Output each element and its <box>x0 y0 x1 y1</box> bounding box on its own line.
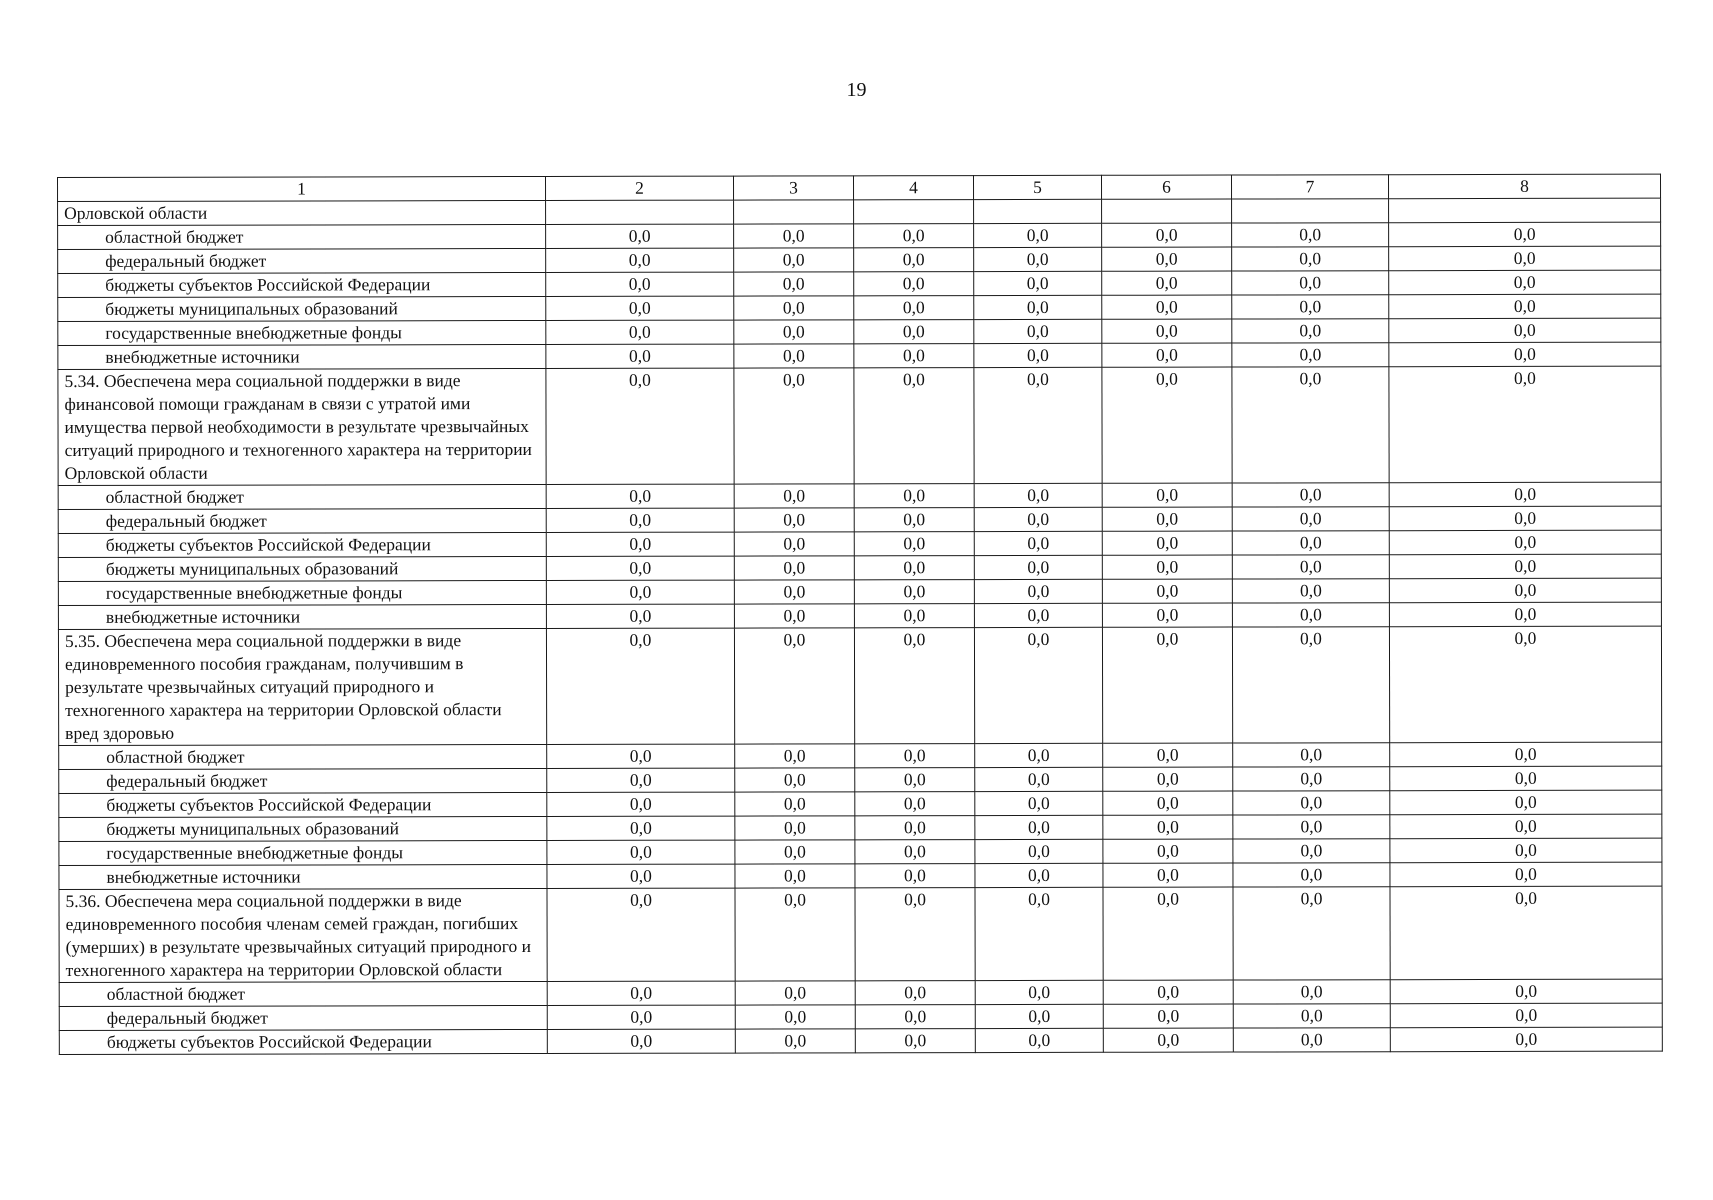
row-label: областной бюджет <box>58 224 546 249</box>
value-cell-col-8: 0,0 <box>1389 530 1661 555</box>
row-label: государственные внебюджетные фонды <box>58 320 546 345</box>
measure-label: 5.35. Обеспечена мера социальной поддержки в виде единовременного пособия гражданам, получившим в результате чрезвычайных ситуаций природного и техногенного характера на территории Орловской области вред здоровью <box>58 628 546 745</box>
value-cell-col-5: 0,0 <box>974 343 1102 367</box>
funding-source-row <box>59 838 1662 865</box>
value-cell-col-3 <box>734 200 854 224</box>
column-number-row <box>58 174 1661 201</box>
value-cell-col-7: 0,0 <box>1233 815 1390 839</box>
value-cell-col-5: 0,0 <box>975 815 1103 839</box>
value-cell-col-8: 0,0 <box>1390 979 1662 1004</box>
value-cell-col-4: 0,0 <box>854 368 974 484</box>
value-cell-col-7: 0,0 <box>1232 319 1389 343</box>
table-body <box>58 198 1663 1054</box>
page-number: 19 <box>846 79 867 101</box>
funding-source-row <box>58 554 1661 581</box>
funding-source-row <box>59 979 1662 1006</box>
value-cell-col-7: 0,0 <box>1233 767 1390 791</box>
value-cell-col-6: 0,0 <box>1103 815 1233 839</box>
value-cell-col-5: 0,0 <box>975 743 1103 767</box>
row-label: бюджеты субъектов Российской Федерации <box>58 532 546 557</box>
value-cell-col-5: 0,0 <box>974 367 1102 483</box>
value-cell-col-8: 0,0 <box>1389 270 1661 295</box>
value-cell-col-6: 0,0 <box>1102 579 1232 603</box>
funding-source-row <box>58 222 1661 249</box>
funding-source-row <box>59 862 1662 889</box>
value-cell-col-6: 0,0 <box>1102 367 1232 483</box>
column-header-7: 7 <box>1231 175 1388 199</box>
funding-source-row <box>59 742 1662 769</box>
value-cell-col-7: 0,0 <box>1233 980 1390 1004</box>
value-cell-col-8: 0,0 <box>1389 246 1661 271</box>
value-cell-col-4: 0,0 <box>855 864 975 888</box>
value-cell-col-8: 0,0 <box>1389 578 1661 603</box>
value-cell-col-5: 0,0 <box>975 1004 1103 1028</box>
value-cell-col-2: 0,0 <box>546 248 734 272</box>
value-cell-col-4: 0,0 <box>855 792 975 816</box>
value-cell-col-5: 0,0 <box>975 767 1103 791</box>
value-cell-col-4: 0,0 <box>855 1029 975 1053</box>
funding-source-row <box>58 506 1661 533</box>
value-cell-col-5: 0,0 <box>974 627 1102 743</box>
value-cell-col-5: 0,0 <box>974 555 1102 579</box>
funding-source-row <box>58 294 1661 321</box>
value-cell-col-6: 0,0 <box>1103 743 1233 767</box>
funding-source-row <box>59 1003 1662 1030</box>
row-label: бюджеты субъектов Российской Федерации <box>59 792 547 817</box>
value-cell-col-8: 0,0 <box>1390 766 1662 791</box>
funding-source-row <box>59 766 1662 793</box>
row-label: внебюджетные источники <box>59 864 547 889</box>
value-cell-col-7: 0,0 <box>1232 531 1389 555</box>
value-cell-col-8: 0,0 <box>1389 294 1661 319</box>
row-label: государственные внебюджетные фонды <box>58 580 546 605</box>
value-cell-col-5: 0,0 <box>974 579 1102 603</box>
value-cell-col-3: 0,0 <box>735 1005 855 1029</box>
value-cell-col-8: 0,0 <box>1390 742 1662 767</box>
row-label: бюджеты субъектов Российской Федерации <box>58 272 546 297</box>
value-cell-col-3: 0,0 <box>734 344 854 368</box>
value-cell-col-5: 0,0 <box>974 295 1102 319</box>
row-label: бюджеты муниципальных образований <box>58 296 546 321</box>
value-cell-col-4: 0,0 <box>854 248 974 272</box>
value-cell-col-7 <box>1232 199 1389 223</box>
value-cell-col-5: 0,0 <box>975 863 1103 887</box>
value-cell-col-7: 0,0 <box>1233 887 1390 980</box>
value-cell-col-3: 0,0 <box>734 508 854 532</box>
value-cell-col-3: 0,0 <box>735 816 855 840</box>
value-cell-col-5: 0,0 <box>975 791 1103 815</box>
value-cell-col-6: 0,0 <box>1102 319 1232 343</box>
value-cell-col-7: 0,0 <box>1232 555 1389 579</box>
value-cell-col-2: 0,0 <box>546 484 734 508</box>
value-cell-col-7: 0,0 <box>1232 223 1389 247</box>
value-cell-col-3: 0,0 <box>734 368 854 484</box>
value-cell-col-3: 0,0 <box>734 272 854 296</box>
value-cell-col-2: 0,0 <box>547 1029 735 1053</box>
value-cell-col-3: 0,0 <box>735 864 855 888</box>
value-cell-col-2: 0,0 <box>546 532 734 556</box>
value-cell-col-2: 0,0 <box>546 368 734 484</box>
value-cell-col-5: 0,0 <box>974 247 1102 271</box>
value-cell-col-8: 0,0 <box>1389 222 1661 247</box>
value-cell-col-4: 0,0 <box>854 604 974 628</box>
funding-source-row <box>58 342 1661 369</box>
value-cell-col-2: 0,0 <box>546 580 734 604</box>
value-cell-col-4: 0,0 <box>854 320 974 344</box>
measure-row <box>58 366 1661 485</box>
value-cell-col-4 <box>854 200 974 224</box>
value-cell-col-7: 0,0 <box>1232 483 1389 507</box>
value-cell-col-5 <box>974 199 1102 223</box>
row-label: федеральный бюджет <box>58 248 546 273</box>
value-cell-col-4: 0,0 <box>854 580 974 604</box>
value-cell-col-2: 0,0 <box>546 508 734 532</box>
value-cell-col-8: 0,0 <box>1389 554 1661 579</box>
value-cell-col-4: 0,0 <box>854 628 974 744</box>
value-cell-col-3: 0,0 <box>734 224 854 248</box>
value-cell-col-4: 0,0 <box>855 888 975 981</box>
value-cell-col-6: 0,0 <box>1103 767 1233 791</box>
value-cell-col-4: 0,0 <box>855 768 975 792</box>
value-cell-col-8: 0,0 <box>1390 862 1662 887</box>
value-cell-col-5: 0,0 <box>974 531 1102 555</box>
value-cell-col-3: 0,0 <box>735 768 855 792</box>
value-cell-col-6: 0,0 <box>1103 1004 1233 1028</box>
value-cell-col-8: 0,0 <box>1389 482 1661 507</box>
row-label: областной бюджет <box>58 484 546 509</box>
value-cell-col-5: 0,0 <box>974 483 1102 507</box>
value-cell-col-8 <box>1389 198 1661 223</box>
value-cell-col-4: 0,0 <box>855 816 975 840</box>
value-cell-col-3: 0,0 <box>734 532 854 556</box>
value-cell-col-4: 0,0 <box>854 508 974 532</box>
value-cell-col-3: 0,0 <box>734 628 854 744</box>
value-cell-col-2: 0,0 <box>547 816 735 840</box>
row-label: областной бюджет <box>59 744 547 769</box>
value-cell-col-7: 0,0 <box>1232 603 1389 627</box>
value-cell-col-6: 0,0 <box>1102 271 1232 295</box>
row-label: внебюджетные источники <box>58 604 546 629</box>
value-cell-col-6: 0,0 <box>1102 627 1232 743</box>
value-cell-col-2: 0,0 <box>547 1005 735 1029</box>
value-cell-col-3: 0,0 <box>734 484 854 508</box>
value-cell-col-6: 0,0 <box>1103 863 1233 887</box>
value-cell-col-2: 0,0 <box>547 981 735 1005</box>
value-cell-col-6: 0,0 <box>1102 223 1232 247</box>
value-cell-col-6: 0,0 <box>1102 603 1232 627</box>
value-cell-col-7: 0,0 <box>1232 507 1389 531</box>
funding-source-row <box>58 270 1661 297</box>
value-cell-col-7: 0,0 <box>1232 579 1389 603</box>
funding-source-row <box>59 790 1662 817</box>
value-cell-col-3: 0,0 <box>734 580 854 604</box>
value-cell-col-7: 0,0 <box>1233 1028 1390 1052</box>
value-cell-col-4: 0,0 <box>855 744 975 768</box>
row-label: областной бюджет <box>59 981 547 1006</box>
value-cell-col-6: 0,0 <box>1102 555 1232 579</box>
column-header-8: 8 <box>1388 174 1660 199</box>
row-label: внебюджетные источники <box>58 344 546 369</box>
value-cell-col-5: 0,0 <box>974 271 1102 295</box>
value-cell-col-2: 0,0 <box>547 744 735 768</box>
value-cell-col-3: 0,0 <box>734 248 854 272</box>
column-header-6: 6 <box>1101 175 1231 199</box>
budget-table <box>57 174 1663 1055</box>
value-cell-col-4: 0,0 <box>854 556 974 580</box>
value-cell-col-2: 0,0 <box>547 768 735 792</box>
column-header-5: 5 <box>973 175 1101 199</box>
value-cell-col-8: 0,0 <box>1390 1003 1662 1028</box>
value-cell-col-2: 0,0 <box>546 320 734 344</box>
value-cell-col-6: 0,0 <box>1103 980 1233 1004</box>
value-cell-col-3: 0,0 <box>734 556 854 580</box>
row-label: федеральный бюджет <box>58 508 546 533</box>
row-label: государственные внебюджетные фонды <box>59 840 547 865</box>
value-cell-col-5: 0,0 <box>974 319 1102 343</box>
value-cell-col-3: 0,0 <box>735 840 855 864</box>
value-cell-col-8: 0,0 <box>1390 886 1662 980</box>
value-cell-col-5: 0,0 <box>974 223 1102 247</box>
value-cell-col-8: 0,0 <box>1389 626 1661 743</box>
value-cell-col-2: 0,0 <box>547 864 735 888</box>
row-label: бюджеты муниципальных образований <box>59 816 547 841</box>
value-cell-col-4: 0,0 <box>854 484 974 508</box>
value-cell-col-8: 0,0 <box>1390 790 1662 815</box>
value-cell-col-2: 0,0 <box>546 344 734 368</box>
funding-source-row <box>59 814 1662 841</box>
value-cell-col-6: 0,0 <box>1103 839 1233 863</box>
value-cell-col-6: 0,0 <box>1103 791 1233 815</box>
value-cell-col-7: 0,0 <box>1232 367 1389 483</box>
value-cell-col-7: 0,0 <box>1232 295 1389 319</box>
value-cell-col-6: 0,0 <box>1102 483 1232 507</box>
value-cell-col-2: 0,0 <box>547 840 735 864</box>
row-label: бюджеты субъектов Российской Федерации <box>59 1029 547 1054</box>
row-label: Орловской области <box>58 200 546 225</box>
funding-source-row <box>58 246 1661 273</box>
value-cell-col-7: 0,0 <box>1233 863 1390 887</box>
value-cell-col-2: 0,0 <box>546 224 734 248</box>
funding-source-row <box>58 318 1661 345</box>
value-cell-col-5: 0,0 <box>975 1028 1103 1052</box>
funding-source-row <box>58 578 1661 605</box>
column-header-3: 3 <box>733 176 853 200</box>
value-cell-col-2: 0,0 <box>546 604 734 628</box>
value-cell-col-6: 0,0 <box>1103 1028 1233 1052</box>
funding-source-row <box>58 530 1661 557</box>
value-cell-col-8: 0,0 <box>1389 318 1661 343</box>
value-cell-col-7: 0,0 <box>1233 743 1390 767</box>
value-cell-col-5: 0,0 <box>975 839 1103 863</box>
value-cell-col-3: 0,0 <box>734 296 854 320</box>
funding-source-row <box>58 602 1661 629</box>
value-cell-col-7: 0,0 <box>1232 627 1389 743</box>
measure-label: 5.36. Обеспечена мера социальной поддержки в виде единовременного пособия членам семей граждан, погибших (умерших) в результате чрезвычайных ситуаций природного и техногенного характера на территории Орловской области <box>59 888 547 982</box>
measure-row <box>58 626 1661 745</box>
column-header-4: 4 <box>853 176 973 200</box>
value-cell-col-7: 0,0 <box>1233 1004 1390 1028</box>
value-cell-col-2: 0,0 <box>547 888 735 981</box>
value-cell-col-3: 0,0 <box>735 792 855 816</box>
value-cell-col-5: 0,0 <box>975 980 1103 1004</box>
value-cell-col-8: 0,0 <box>1390 814 1662 839</box>
value-cell-col-6: 0,0 <box>1102 343 1232 367</box>
value-cell-col-3: 0,0 <box>735 1029 855 1053</box>
value-cell-col-6 <box>1102 199 1232 223</box>
value-cell-col-4: 0,0 <box>855 1005 975 1029</box>
value-cell-col-8: 0,0 <box>1389 342 1661 367</box>
value-cell-col-8: 0,0 <box>1389 366 1661 483</box>
value-cell-col-6: 0,0 <box>1102 507 1232 531</box>
value-cell-col-5: 0,0 <box>975 887 1103 980</box>
row-label: федеральный бюджет <box>59 768 547 793</box>
column-header-2: 2 <box>546 176 734 200</box>
value-cell-col-4: 0,0 <box>854 344 974 368</box>
value-cell-col-6: 0,0 <box>1102 295 1232 319</box>
value-cell-col-8: 0,0 <box>1389 602 1661 627</box>
continuation-row <box>58 198 1661 225</box>
value-cell-col-8: 0,0 <box>1390 1027 1662 1052</box>
value-cell-col-7: 0,0 <box>1232 343 1389 367</box>
value-cell-col-7: 0,0 <box>1232 247 1389 271</box>
value-cell-col-8: 0,0 <box>1390 838 1662 863</box>
value-cell-col-4: 0,0 <box>854 296 974 320</box>
value-cell-col-8: 0,0 <box>1389 506 1661 531</box>
value-cell-col-7: 0,0 <box>1233 839 1390 863</box>
measure-row <box>59 886 1662 982</box>
value-cell-col-2: 0,0 <box>546 628 734 744</box>
funding-source-row <box>59 1027 1662 1054</box>
value-cell-col-4: 0,0 <box>854 532 974 556</box>
value-cell-col-2: 0,0 <box>547 792 735 816</box>
value-cell-col-5: 0,0 <box>974 507 1102 531</box>
value-cell-col-4: 0,0 <box>854 224 974 248</box>
value-cell-col-3: 0,0 <box>735 744 855 768</box>
value-cell-col-2: 0,0 <box>546 556 734 580</box>
column-header-1: 1 <box>58 176 546 201</box>
value-cell-col-5: 0,0 <box>974 603 1102 627</box>
funding-source-row <box>58 482 1661 509</box>
value-cell-col-4: 0,0 <box>854 272 974 296</box>
value-cell-col-2: 0,0 <box>546 296 734 320</box>
value-cell-col-3: 0,0 <box>734 604 854 628</box>
row-label: федеральный бюджет <box>59 1005 547 1030</box>
value-cell-col-3: 0,0 <box>735 888 855 981</box>
row-label: бюджеты муниципальных образований <box>58 556 546 581</box>
value-cell-col-7: 0,0 <box>1233 791 1390 815</box>
value-cell-col-2 <box>546 200 734 224</box>
value-cell-col-4: 0,0 <box>855 840 975 864</box>
value-cell-col-3: 0,0 <box>735 981 855 1005</box>
table-header <box>58 174 1661 201</box>
value-cell-col-2: 0,0 <box>546 272 734 296</box>
value-cell-col-4: 0,0 <box>855 981 975 1005</box>
value-cell-col-3: 0,0 <box>734 320 854 344</box>
value-cell-col-6: 0,0 <box>1102 247 1232 271</box>
value-cell-col-6: 0,0 <box>1102 531 1232 555</box>
value-cell-col-6: 0,0 <box>1103 887 1233 980</box>
measure-label: 5.34. Обеспечена мера социальной поддержки в виде финансовой помощи гражданам в связи с утратой ими имущества первой необходимости в результате чрезвычайных ситуаций природного и техногенного характера на территории Орловской области <box>58 368 546 485</box>
value-cell-col-7: 0,0 <box>1232 271 1389 295</box>
